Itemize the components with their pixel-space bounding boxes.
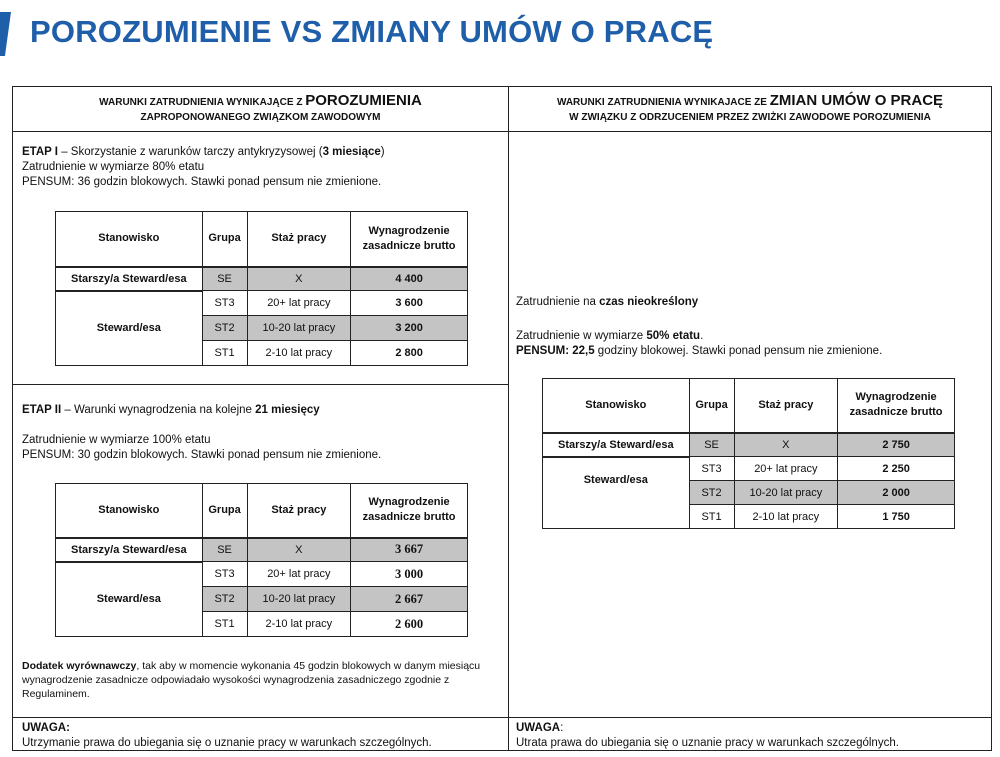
group-cell: ST2 (202, 587, 247, 612)
etap2-section (22, 403, 502, 463)
left-header-text: WARUNKI ZATRUDNIENIA WYNIKAJĄCE Z (99, 97, 306, 108)
senior-tenure: X (247, 267, 351, 291)
dodatek-text: , tak aby w momencie wykonania 45 godzin blokowych w danym miesiącu wynagrodzenie zasadnicze odpowiadało wysokości wynagrodzenia zasadniczego zgodnie z Regulaminem. (22, 660, 481, 700)
right-contract-text: Zatrudnienie na (516, 296, 600, 308)
senior-position: Starszy/a Steward/esa (56, 267, 203, 291)
etap1-salary-table (55, 211, 468, 366)
tenure-cell: 20+ lat pracy (734, 457, 838, 481)
group-cell: ST1 (202, 341, 247, 366)
salary-cell: 2 800 (351, 341, 468, 366)
footer-divider (13, 717, 991, 718)
senior-tenure: X (734, 433, 838, 457)
senior-group: SE (202, 267, 247, 291)
right-employment-value: 50% etatu (646, 330, 701, 342)
col-header-tenure: Staż pracy (734, 379, 838, 433)
table-row (56, 538, 468, 562)
col-header-position: Stanowisko (56, 484, 203, 538)
tenure-cell: 2-10 lat pracy (247, 341, 351, 366)
right-employment-end: . (700, 330, 704, 342)
senior-group: SE (202, 538, 247, 562)
group-cell: ST2 (689, 481, 734, 505)
salary-cell: 2 250 (838, 457, 955, 481)
left-uwaga-text: Utrzymanie prawa do ubiegania się o uznanie pracy w warunkach szczególnych. (22, 737, 432, 749)
column-divider (508, 87, 509, 751)
salary-cell: 3 200 (351, 316, 468, 341)
col-header-tenure: Staż pracy (247, 484, 351, 538)
tenure-cell: 2-10 lat pracy (247, 612, 351, 637)
comparison-frame (12, 86, 992, 751)
col-header-group: Grupa (202, 212, 247, 267)
etap1-pensum: PENSUM: 36 godzin blokowych. Stawki ponad pensum nie zmienione. (22, 176, 382, 188)
left-header-emphasis: POROZUMIENIA (305, 92, 422, 109)
col-header-group: Grupa (202, 484, 247, 538)
dodatek-label: Dodatek wyrównawczy (22, 660, 137, 672)
steward-position: Steward/esa (56, 291, 203, 366)
salary-cell: 3 000 (351, 562, 468, 587)
tenure-cell: 10-20 lat pracy (734, 481, 838, 505)
group-cell: ST3 (202, 291, 247, 316)
senior-tenure: X (247, 538, 351, 562)
etap1-section (22, 145, 502, 190)
steward-position: Steward/esa (56, 562, 203, 637)
right-contract (516, 295, 986, 310)
right-uwaga-text: Utrata prawa do ubiegania się o uznanie pracy w warunkach szczególnych. (516, 737, 899, 749)
page-title: POROZUMIENIE VS ZMIANY UMÓW O PRACĘ (30, 14, 714, 49)
group-cell: ST1 (689, 505, 734, 529)
col-header-position: Stanowisko (56, 212, 203, 267)
right-header-text: WARUNKI ZATRUDNIENIA WYNIKAJACE ZE (556, 97, 770, 108)
col-header-tenure: Staż pracy (247, 212, 351, 267)
salary-cell: 1 750 (838, 505, 955, 529)
etap1-text-end: ) (380, 146, 385, 158)
etap2-employment: Zatrudnienie w wymiarze 100% etatu (22, 434, 211, 446)
etap2-pensum: PENSUM: 30 godzin blokowych. Stawki ponad pensum nie zmienione. (22, 449, 382, 461)
tenure-cell: 2-10 lat pracy (734, 505, 838, 529)
senior-salary: 4 400 (351, 267, 468, 291)
senior-salary: 2 750 (838, 433, 955, 457)
col-header-salary: Wynagrodzenie zasadnicze brutto (351, 484, 468, 538)
senior-position: Starszy/a Steward/esa (56, 538, 203, 562)
left-column-header (13, 93, 508, 125)
group-cell: ST1 (202, 612, 247, 637)
right-header-line2: W ZWIĄZKU Z ODRZUCENIEM PRZEZ ZWIŻKI ZAWODOWE POROZUMIENIA (569, 112, 931, 123)
right-column-header (509, 93, 991, 125)
col-header-group: Grupa (689, 379, 734, 433)
right-uwaga-colon: : (560, 722, 564, 734)
right-employment-section (516, 329, 986, 359)
group-cell: ST3 (202, 562, 247, 587)
header-divider (13, 131, 991, 132)
right-uwaga (516, 721, 990, 751)
etap2-months: 21 miesięcy (255, 404, 320, 416)
salary-cell: 2 600 (351, 612, 468, 637)
col-header-salary: Wynagrodzenie zasadnicze brutto (838, 379, 955, 433)
etap2-salary-table (55, 483, 468, 637)
right-contract-type: czas nieokreślony (599, 296, 699, 308)
etap1-employment: Zatrudnienie w wymiarze 80% etatu (22, 161, 205, 173)
salary-cell: 3 600 (351, 291, 468, 316)
etap1-text: – Skorzystanie z warunków tarczy antykryzysowej ( (58, 146, 323, 158)
right-salary-table (542, 378, 955, 529)
salary-cell: 2 667 (351, 587, 468, 612)
tenure-cell: 20+ lat pracy (247, 291, 351, 316)
senior-salary: 3 667 (351, 538, 468, 562)
right-pensum-text: godziny blokowej. Stawki ponad pensum nie zmienione. (594, 345, 883, 357)
right-header-emphasis: ZMIAN UMÓW O PRACĘ (769, 92, 944, 109)
left-uwaga-label: UWAGA: (22, 722, 70, 734)
etap-divider (13, 384, 508, 385)
tenure-cell: 20+ lat pracy (247, 562, 351, 587)
dodatek-section (22, 659, 504, 701)
etap2-text: – Warunki wynagrodzenia na kolejne (61, 404, 256, 416)
etap2-label: ETAP II (22, 404, 62, 416)
tenure-cell: 10-20 lat pracy (247, 587, 351, 612)
table-row (56, 267, 468, 291)
senior-position: Starszy/a Steward/esa (543, 433, 690, 457)
table-row (543, 433, 955, 457)
tenure-cell: 10-20 lat pracy (247, 316, 351, 341)
salary-cell: 2 000 (838, 481, 955, 505)
table-row (56, 291, 468, 316)
etap1-label: ETAP I (22, 146, 58, 158)
table-row (56, 562, 468, 587)
steward-position: Steward/esa (543, 457, 690, 529)
table-row (543, 457, 955, 481)
left-header-line2: ZAPROPONOWANEGO ZWIĄZKOM ZAWODOWYM (140, 112, 381, 123)
right-employment-text: Zatrudnienie w wymiarze (516, 330, 647, 342)
right-pensum-label: PENSUM: 22,5 (516, 345, 595, 357)
etap1-months: 3 miesiące (322, 146, 381, 158)
right-uwaga-label: UWAGA (516, 722, 561, 734)
group-cell: ST3 (689, 457, 734, 481)
senior-group: SE (689, 433, 734, 457)
title-accent-bar (0, 12, 11, 56)
col-header-position: Stanowisko (543, 379, 690, 433)
col-header-salary: Wynagrodzenie zasadnicze brutto (351, 212, 468, 267)
left-uwaga (22, 721, 506, 751)
group-cell: ST2 (202, 316, 247, 341)
